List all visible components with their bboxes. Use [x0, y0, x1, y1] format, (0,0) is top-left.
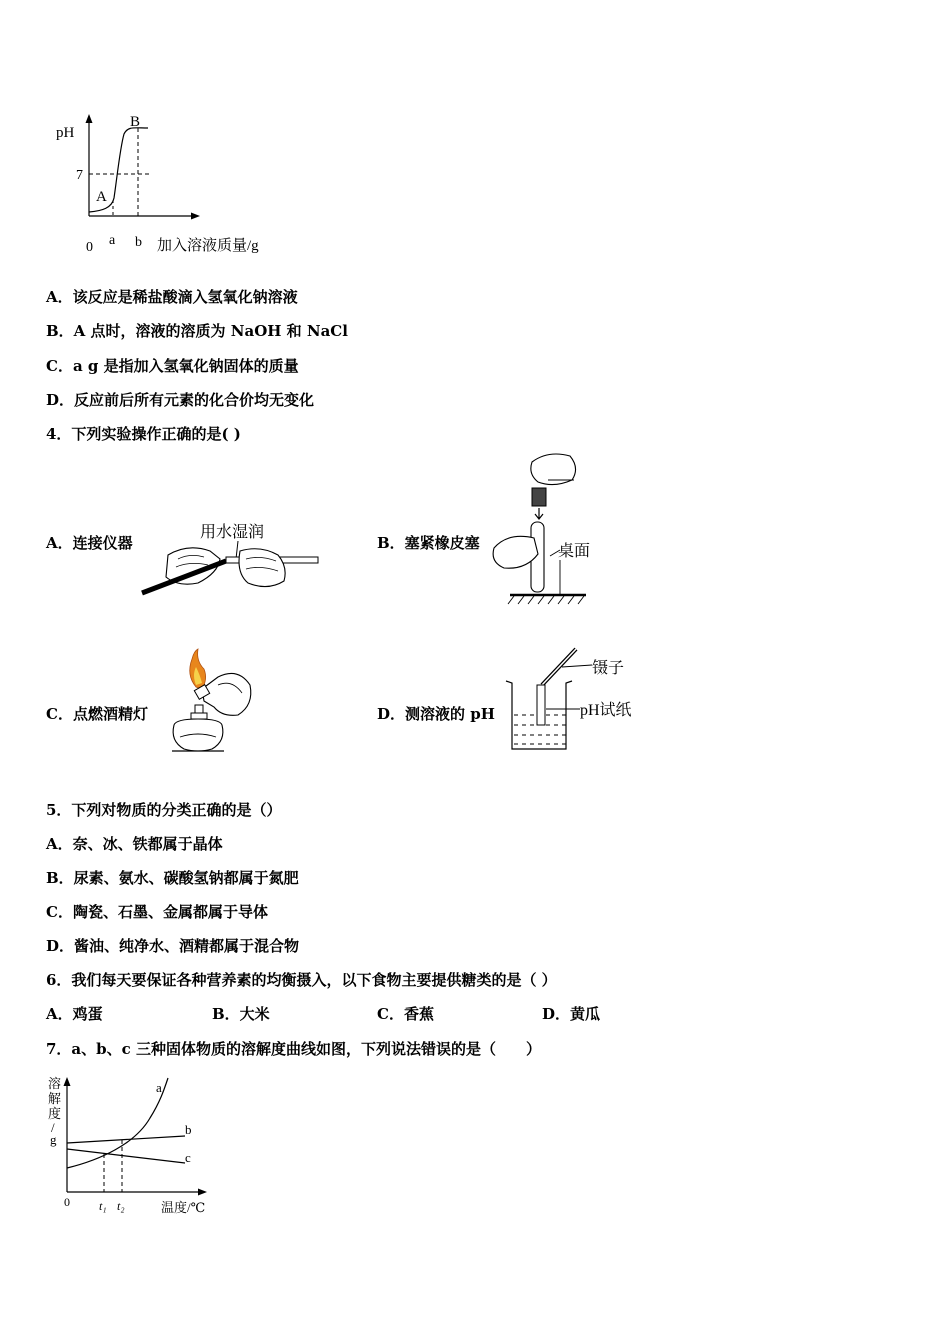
q3-option-a: A．该反应是稀盐酸滴入氢氧化钠溶液: [46, 288, 298, 306]
ph-chart: [50, 108, 290, 258]
q5-option-d: D．酱油、纯净水、酒精都属于混合物: [46, 937, 300, 955]
q6-stem: 6．我们每天要保证各种营养素的均衡摄入，以下食物主要提供糖类的是（ ）: [46, 971, 557, 989]
curve-b: [67, 1136, 185, 1143]
q5-option-b: B．尿素、氨水、碳酸氢钠都属于氮肥: [46, 869, 299, 887]
ph7-tick-label: 7: [76, 168, 83, 183]
point-a-label: A: [96, 189, 107, 205]
t2-label: t₂: [117, 1199, 125, 1213]
x-tick-a: a: [109, 233, 116, 248]
q4-option-b: B．塞紧橡皮塞: [377, 534, 480, 552]
x-axis-label: 加入溶液质量/g: [157, 238, 259, 254]
q4-option-c: C．点燃酒精灯: [46, 705, 148, 723]
solubility-chart: [40, 1068, 230, 1223]
q3-option-d: D．反应前后所有元素的化合价均无变化: [46, 391, 315, 409]
x-axis-arrow: [198, 1189, 207, 1196]
q3-option-b: B．A 点时，溶液的溶质为 NaOH 和 NaCl: [46, 322, 348, 340]
point-b-label: B: [130, 114, 141, 130]
t1-label: t₁: [99, 1199, 107, 1213]
q3-option-c: C．a g 是指加入氢氧化钠固体的质量: [46, 357, 299, 375]
rubber-stopper: [532, 488, 546, 506]
ph-axis-label: pH: [56, 125, 75, 141]
tweezers-label: 镊子: [592, 660, 625, 677]
upright-lamp: [173, 719, 223, 751]
q5-option-c: C．陶瓷、石墨、金属都属于导体: [46, 903, 268, 921]
y-axis-arrow: [64, 1077, 71, 1086]
curve-a-label: a: [156, 1080, 162, 1095]
curve-b-label: b: [185, 1122, 192, 1137]
q6-option-d: D．黄瓜: [542, 1005, 601, 1023]
x-axis-label: 温度/℃: [161, 1200, 206, 1215]
y-label-char-1: 溶: [48, 1076, 62, 1091]
ph-paper: [537, 685, 545, 725]
q4-stem: 4．下列实验操作正确的是( ): [46, 425, 241, 443]
ph-paper-label: pH试纸: [580, 702, 632, 719]
insert-stopper-illustration: [488, 450, 608, 610]
desktop-label: 桌面: [558, 543, 591, 560]
q5-stem: 5．下列对物质的分类正确的是（）: [46, 801, 282, 819]
light-alcohol-lamp-illustration: [158, 645, 258, 755]
y-axis-arrow: [86, 114, 93, 123]
wet-with-water-label: 用水湿润: [200, 524, 265, 541]
measure-ph-illustration: [500, 643, 640, 758]
q5-option-a: A．奈、冰、铁都属于晶体: [46, 835, 223, 853]
q7-stem: 7．a、b、c 三种固体物质的溶解度曲线如图，下列说法错误的是（ ）: [46, 1040, 542, 1058]
tilted-lamp: [202, 673, 251, 715]
q6-option-a: A．鸡蛋: [46, 1005, 103, 1023]
curve-c-label: c: [185, 1150, 191, 1165]
origin-label: 0: [86, 240, 93, 255]
q4-option-d: D．测溶液的 pH: [377, 705, 495, 723]
x-axis-arrow: [191, 213, 200, 220]
y-label-char-4: /: [51, 1120, 55, 1135]
y-label-char-5: g: [50, 1132, 57, 1147]
q6-option-c: C．香蕉: [377, 1005, 434, 1023]
q6-option-b: B．大米: [212, 1005, 270, 1023]
x-tick-b: b: [135, 235, 142, 250]
curve-c: [67, 1149, 185, 1163]
y-label-char-3: 度: [48, 1106, 62, 1121]
y-label-char-2: 解: [48, 1091, 62, 1106]
origin-label: 0: [64, 1195, 70, 1209]
down-arrow: [535, 508, 543, 519]
connect-apparatus-illustration: [138, 515, 323, 605]
q4-option-a: A．连接仪器: [46, 534, 133, 552]
